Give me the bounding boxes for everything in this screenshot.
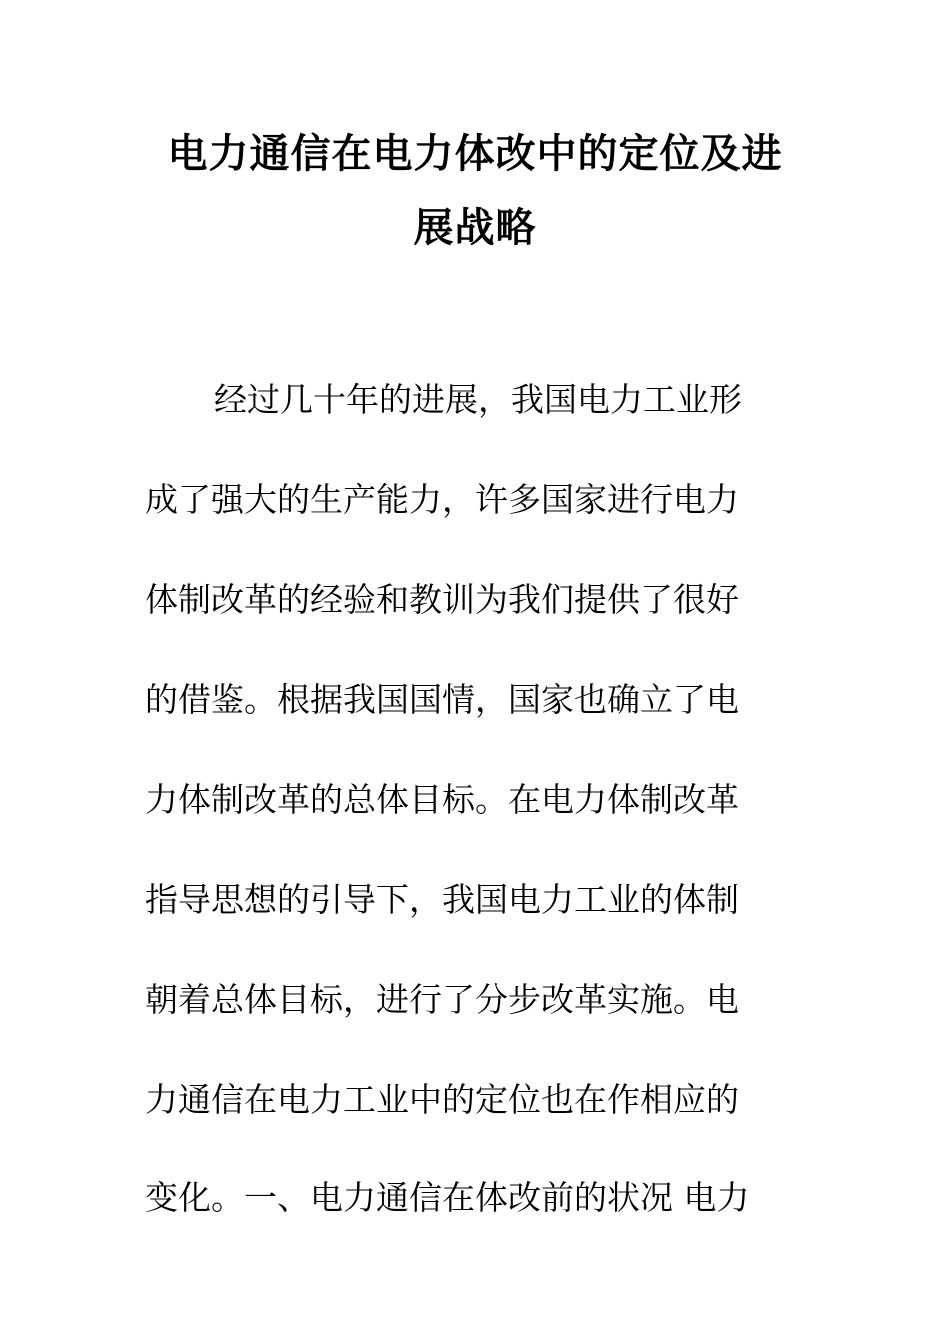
body-line-9: 变化。一、电力通信在体改前的状况 电力 xyxy=(145,1178,750,1217)
body-line-5: 力体制改革的总体目标。在电力体制改革 xyxy=(145,780,739,819)
document-title-line-1: 电力通信在电力体改中的定位及进 xyxy=(167,130,783,177)
body-line-6: 指导思想的引导下，我国电力工业的体制 xyxy=(145,880,739,919)
body-line-4: 的借鉴。根据我国国情，国家也确立了电 xyxy=(145,680,739,719)
body-line-2: 成了强大的生产能力，许多国家进行电力 xyxy=(145,480,739,519)
body-line-7: 朝着总体目标，进行了分步改革实施。电 xyxy=(145,980,739,1019)
body-line-1: 经过几十年的进展，我国电力工业形 xyxy=(214,380,742,419)
document-title-line-2: 展战略 xyxy=(413,204,537,251)
body-line-8: 力通信在电力工业中的定位也在作相应的 xyxy=(145,1080,739,1119)
body-line-3: 体制改革的经验和教训为我们提供了很好 xyxy=(145,580,739,619)
